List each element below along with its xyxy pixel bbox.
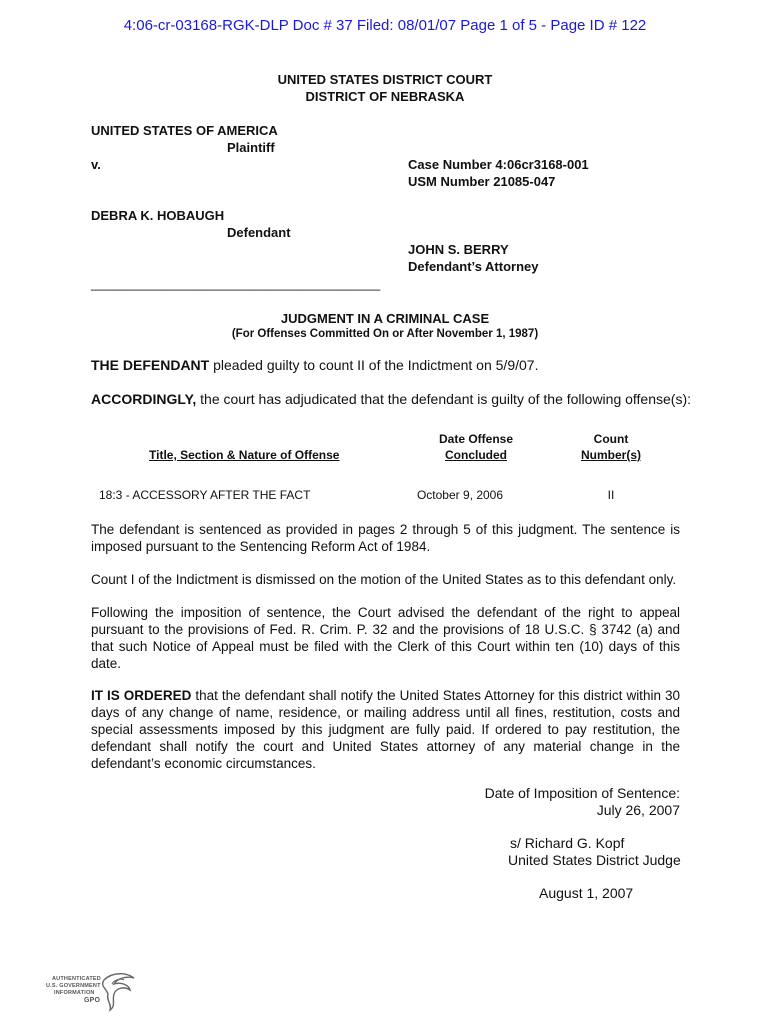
attorney-name: JOHN S. BERRY <box>408 242 509 257</box>
gpo-logo-line3: INFORMATION <box>54 990 95 996</box>
plaintiff-label: Plaintiff <box>227 140 275 155</box>
plea-lead: THE DEFENDANT <box>91 357 210 373</box>
signed-date: August 1, 2007 <box>539 885 634 901</box>
court-name: UNITED STATES DISTRICT COURT <box>277 72 493 87</box>
col-header-count-line1: Count <box>593 432 629 446</box>
ordered-text: that the defendant shall notify the United States Attorney for this district within 30 days of any change of name, residence, or mailing address until all fines, restitution, costs and special assessments imposed by this judgment are fully paid. If ordered to pay restitution, the defendant shall notify the court and United States attorney of any material change in the defendant’s economic circumstances. <box>91 688 680 771</box>
col-header-date-line1: Date Offense <box>438 432 514 446</box>
col-header-date-line2: Concluded <box>445 448 507 462</box>
date-cell: October 9, 2006 <box>416 488 504 502</box>
imposition-date: July 26, 2007 <box>596 802 680 818</box>
document-header-banner: 4:06-cr-03168-RGK-DLP Doc # 37 Filed: 08/01/07 Page 1 of 5 - Page ID # 122 <box>123 17 647 34</box>
plea-statement <box>91 357 538 373</box>
col-header-count-line2: Number(s) <box>580 448 641 462</box>
count-cell: II <box>607 488 615 502</box>
adjudication-statement <box>91 391 691 407</box>
ordered-lead: IT IS ORDERED <box>91 688 192 703</box>
judge-signature: s/ Richard G. Kopf <box>510 835 625 851</box>
ordered-paragraph <box>91 687 680 772</box>
plaintiff-name: UNITED STATES OF AMERICA <box>91 123 278 138</box>
appeal-paragraph: Following the imposition of sentence, the Court advised the defendant of the right to appeal pursuant to the provisions of Fed. R. Crim. P. 32 and the provisions of 18 U.S.C. § 3742 (a) and that such Notice of Appeal must be filed with the Clerk of this Court within ten (10) days of this date. <box>91 605 680 671</box>
gpo-authenticated-logo <box>44 972 134 1016</box>
eagle-icon <box>98 970 138 1014</box>
defendant-label: Defendant <box>227 225 291 240</box>
gpo-logo-mark: GPO <box>84 997 101 1004</box>
case-number: Case Number 4:06cr3168-001 <box>408 157 589 172</box>
court-district: DISTRICT OF NEBRASKA <box>305 89 465 104</box>
plea-text: pleaded guilty to count II of the Indictment on 5/9/07. <box>209 357 539 373</box>
judgment-subtitle: (For Offenses Committed On or After November 1, 1987) <box>231 328 539 340</box>
accordingly-lead: ACCORDINGLY, <box>91 391 197 407</box>
col-header-offense: Title, Section & Nature of Offense <box>149 448 340 462</box>
gpo-logo-line1: AUTHENTICATED <box>52 976 101 982</box>
usm-number: USM Number 21085-047 <box>408 174 556 189</box>
caption-rule: ________________________________________ <box>91 276 381 291</box>
attorney-label: Defendant’s Attorney <box>408 259 539 274</box>
dismissal-paragraph: Count I of the Indictment is dismissed on the motion of the United States as to this defendant only. <box>91 572 677 587</box>
versus: v. <box>91 157 101 172</box>
sentence-paragraph: The defendant is sentenced as provided in pages 2 through 5 of this judgment. The sentence is imposed pursuant to the Sentencing Reform Act of 1984. <box>91 522 680 554</box>
offense-cell: 18:3 - ACCESSORY AFTER THE FACT <box>99 488 311 502</box>
judge-title: United States District Judge <box>508 852 681 868</box>
judgment-title: JUDGMENT IN A CRIMINAL CASE <box>280 311 490 326</box>
gpo-logo-line2: U.S. GOVERNMENT <box>46 983 101 989</box>
accordingly-text: the court has adjudicated that the defendant is guilty of the following offense(s): <box>196 391 692 407</box>
defendant-name: DEBRA K. HOBAUGH <box>91 208 225 223</box>
imposition-label: Date of Imposition of Sentence: <box>484 785 680 801</box>
